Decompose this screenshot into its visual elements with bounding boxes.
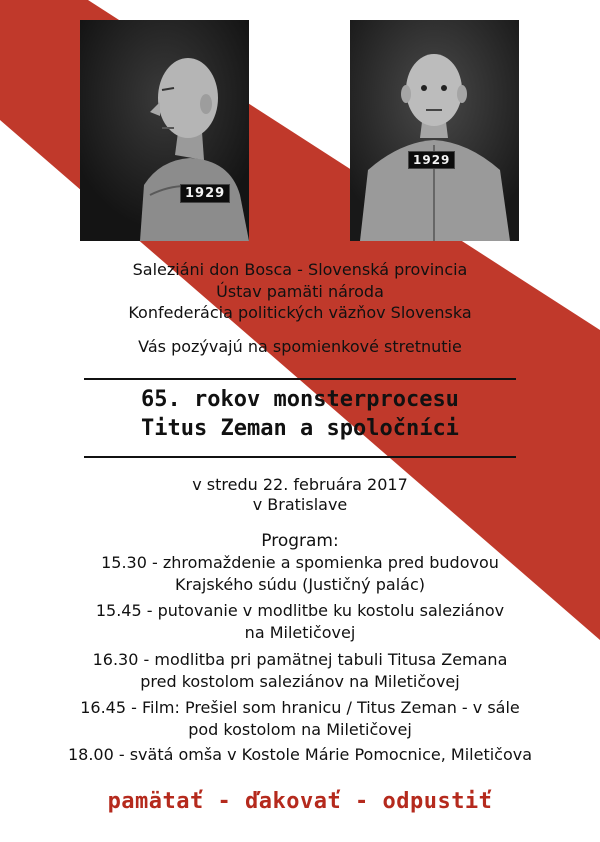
program-item: 16.45 - Film: Prešiel som hranicu / Titus Zeman - v sále (80, 698, 520, 717)
divider (84, 378, 516, 380)
prisoner-photo-profile (80, 20, 249, 241)
organizer-line: Saleziáni don Bosca - Slovenská provincia (132, 260, 468, 279)
organizer-line: Ústav pamäti národa (216, 282, 384, 301)
program-item: 15.45 - putovanie v modlitbe ku kostolu saleziánov (95, 601, 505, 620)
prisoner-photo-frontal (350, 20, 519, 241)
event-place: v Bratislave (252, 495, 348, 514)
program-item: 16.30 - modlitba pri pamätnej tabuli Titusa Zemana (92, 650, 508, 669)
prisoner-number-badge: 1929 (180, 184, 230, 203)
program-item-cont: pred kostolom saleziánov na Miletičovej (140, 672, 460, 691)
organizer-line: Konfederácia politických väzňov Slovenska (128, 303, 472, 322)
program-item-cont: pod kostolom na Miletičovej (188, 720, 412, 739)
headline-line: 65. rokov monsterprocesu (141, 387, 459, 412)
portrait-frontal-icon (350, 20, 519, 241)
program-item: 15.30 - zhromaždenie a spomienka pred budovou (101, 553, 499, 572)
event-date: v stredu 22. februára 2017 (192, 475, 408, 494)
program-item-cont: Krajského súdu (Justičný palác) (175, 575, 425, 594)
program-item-cont: na Miletičovej (244, 623, 356, 642)
program-item: 18.00 - svätá omša v Kostole Márie Pomocnice, Miletičova (67, 745, 533, 764)
portrait-profile-icon (80, 20, 249, 241)
program-title: Program: (261, 531, 339, 551)
prisoner-number-badge: 1929 (408, 151, 455, 169)
motto: pamätať - ďakovať - odpustiť (107, 789, 493, 814)
invitation-line: Vás pozývajú na spomienkové stretnutie (138, 337, 462, 356)
divider (84, 456, 516, 458)
headline-line: Titus Zeman a spoločníci (141, 416, 459, 441)
